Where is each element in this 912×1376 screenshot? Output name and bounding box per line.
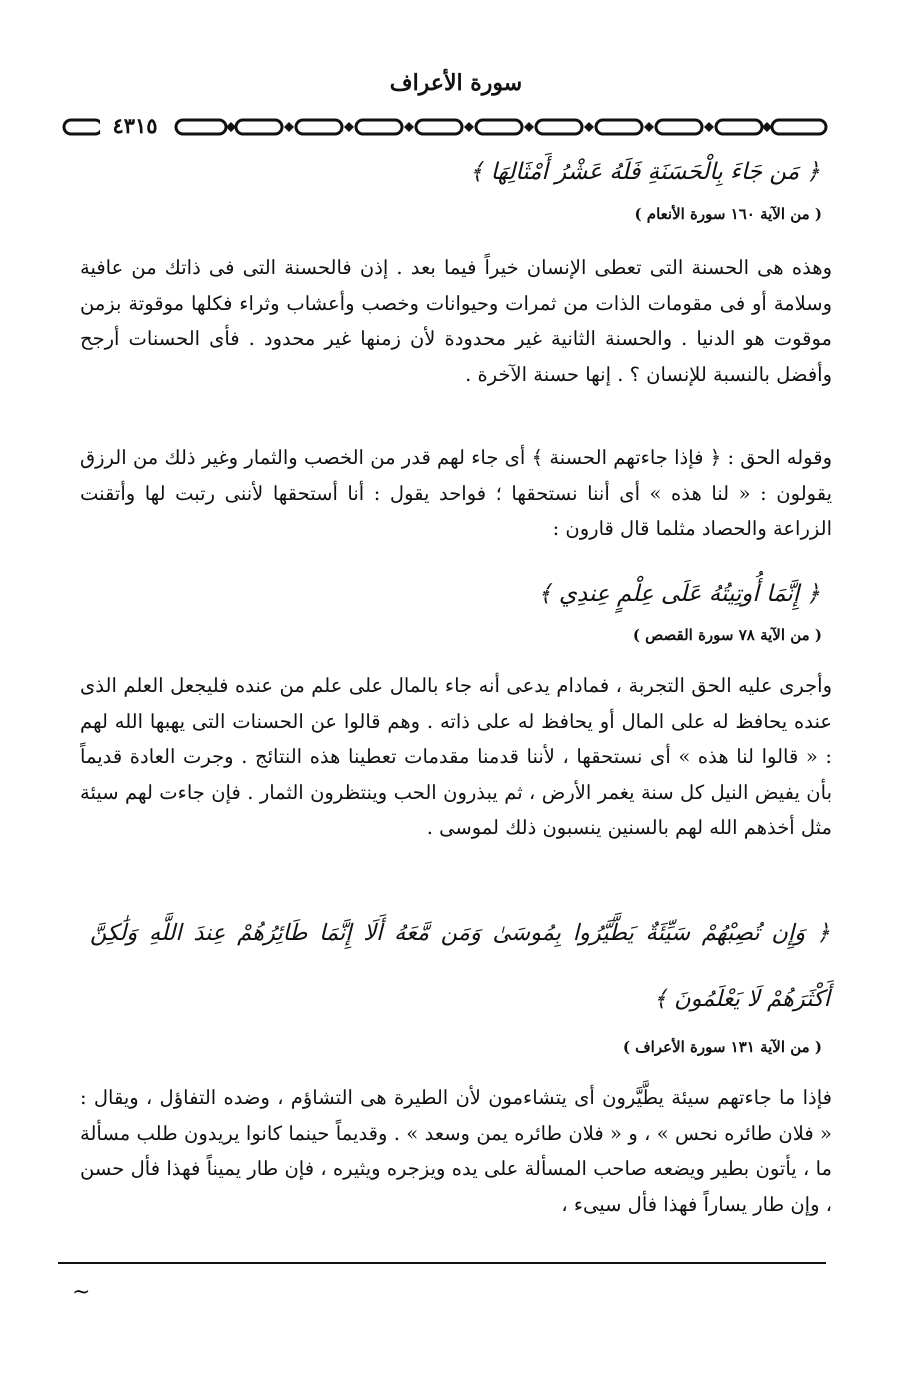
footer-rule [58,1262,826,1264]
header-ornament [56,110,836,144]
quran-verse-3: ﴿ وَإِن تُصِبْهُمْ سَيِّئَةٌ يَطَّيَّرُوا بِمُوسَىٰ وَمَن مَّعَهُ أَلَا إِنَّمَا طَائِرُهُمْ عِندَ اللَّهِ وَلَٰكِنَّ أَكْثَرَهُمْ لَا يَعْلَمُونَ ﴾ [90,920,830,1012]
verse-citation-1: ( من الآية ١٦٠ سورة الأنعام ) [634,205,822,223]
paragraph-2: وقوله الحق : ﴿ فإذا جاءتهم الحسنة ﴾ أى جاء لهم قدر من الخصب والثمار وغير ذلك من الرزق يقولون : « لنا هذه » أى أننا نستحقها ؛ فواحد يقول : أنا أستحقها لأننى رتبت لها وأتقنت الزراعة والحصاد مثلما قال قارون : [80,446,832,540]
paragraph-1: وهذه هى الحسنة التى تعطى الإنسان خيراً فيما بعد . إذن فالحسنة التى فى ذاتك من عافية وسلامة أو فى مقومات الذات من ثمرات وحيوانات وخصب وأعشاب وثراء فكلها موقوتة بزمن موقوت هو الدنيا . والحسنة الثانية غير محدودة لأن زمنها غير محدود . فأى الحسنات أرجح وأفضل بالنسبة للإنسان ؟ . إنها حسنة الآخرة . [80,256,832,386]
paragraph-4: فإذا ما جاءتهم سيئة يطَّيَّرون أى يتشاءمون لأن الطيرة هى التشاؤم ، وضده التفاؤل ، ويقال : « فلان طائره نحس » ، و « فلان طائره يمن وسعد » . وقديماً حينما كانوا يريدون طلب مسألة ما ، يأتون بطير ويضعه صاحب المسألة على يده ويزجره ويثيره ، فإن طار يميناً فهذا فأل حسن ، وإن طار يساراً فهذا فأل سيىء ، [80,1086,832,1216]
paragraph-3: وأجرى عليه الحق التجربة ، فمادام يدعى أنه جاء بالمال على علم من عنده فليجعل العلم الذى عنده يحافظ له على المال أو يحافظ له على ذاته . وهم قالوا عن الحسنات التى يهبها الله لهم : « قالوا لنا هذه » أى نستحقها ، لأننا قدمنا مقدمات تعطينا هذه النتائج . وجرت العادة قديماً بأن يفيض النيل كل سنة يغمر الأرض ، ثم يبذرون الحب وينتظرون الثمار . فإن جاءت لهم سيئة مثل أخذهم الله لهم بالسنين ينسبون ذلك لموسى . [80,674,832,839]
verse-citation-3: ( من الآية ١٣١ سورة الأعراف ) [622,1038,822,1056]
page-number: ٤٣١٥ [100,112,170,140]
footer-mark: ~ [72,1280,91,1305]
quran-verse-2: ﴿ إِنَّمَا أُوتِيتُهُ عَلَى عِلْمٍ عِندِي ﴾ [538,581,820,607]
surah-title: سورة الأعراف [389,70,523,96]
quran-verse-1: ﴿ مَن جَاءَ بِالْحَسَنَةِ فَلَهُ عَشْرُ أَمْثَالِهَا ﴾ [469,159,820,185]
verse-citation-2: ( من الآية ٧٨ سورة القصص ) [632,626,822,644]
